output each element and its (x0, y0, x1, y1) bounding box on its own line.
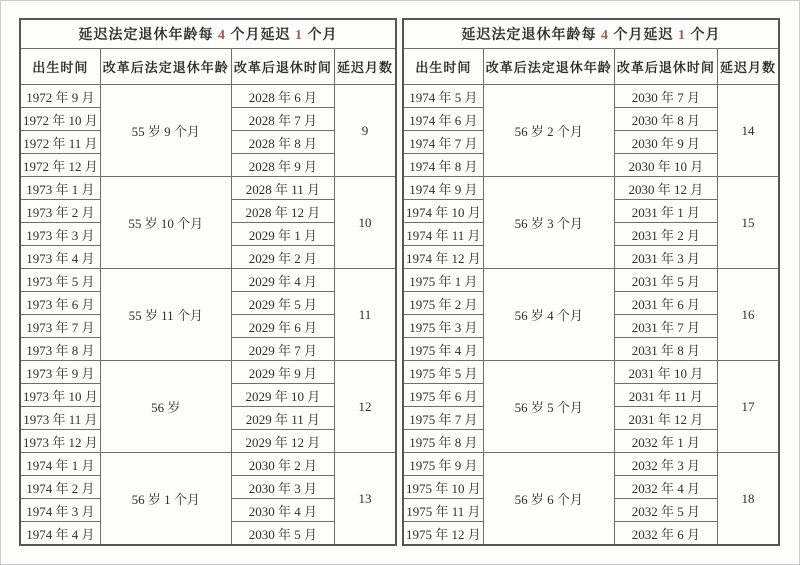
retirement-age-cell: 56 岁 1 个月 (100, 453, 231, 546)
col-header-birth: 出生时间 (403, 49, 483, 85)
col-header-age: 改革后法定退休年龄 (100, 49, 231, 85)
birth-month-cell: 1974 年 4 月 (20, 522, 100, 546)
retire-month-cell: 2029 年 9 月 (231, 361, 334, 384)
retire-month-cell: 2029 年 12 月 (231, 430, 334, 453)
retirement-age-cell: 56 岁 5 个月 (483, 361, 614, 453)
retire-month-cell: 2032 年 3 月 (614, 453, 717, 476)
birth-month-cell: 1974 年 7 月 (403, 131, 483, 154)
title-text: 延迟法定退休年龄每 (461, 28, 601, 43)
delay-months-cell: 17 (717, 361, 779, 453)
table-title-row (20, 19, 396, 49)
birth-month-cell: 1975 年 1 月 (403, 269, 483, 292)
table-title (20, 19, 396, 49)
title-number: 1 (678, 28, 686, 43)
birth-month-cell: 1975 年 11 月 (403, 499, 483, 522)
retirement-age-cell: 56 岁 3 个月 (483, 177, 614, 269)
delay-months-cell: 18 (717, 453, 779, 546)
retire-month-cell: 2028 年 8 月 (231, 131, 334, 154)
col-header-retire: 改革后退休时间 (614, 49, 717, 85)
birth-month-cell: 1972 年 9 月 (20, 85, 100, 108)
birth-month-cell: 1975 年 12 月 (403, 522, 483, 546)
col-header-age: 改革后法定退休年龄 (483, 49, 614, 85)
birth-month-cell: 1973 年 4 月 (20, 246, 100, 269)
birth-month-cell: 1974 年 1 月 (20, 453, 100, 476)
retirement-age-cell: 55 岁 9 个月 (100, 85, 231, 177)
table-row (20, 177, 396, 200)
retire-month-cell: 2031 年 11 月 (614, 384, 717, 407)
retirement-age-cell: 56 岁 2 个月 (483, 85, 614, 177)
retirement-table-left (19, 18, 397, 546)
retire-month-cell: 2031 年 8 月 (614, 338, 717, 361)
col-header-birth: 出生时间 (20, 49, 100, 85)
delay-months-cell: 12 (334, 361, 396, 453)
retire-month-cell: 2028 年 9 月 (231, 154, 334, 177)
birth-month-cell: 1974 年 5 月 (403, 85, 483, 108)
retirement-age-cell: 56 岁 4 个月 (483, 269, 614, 361)
retire-month-cell: 2029 年 2 月 (231, 246, 334, 269)
birth-month-cell: 1973 年 12 月 (20, 430, 100, 453)
table-row (20, 361, 396, 384)
birth-month-cell: 1972 年 11 月 (20, 131, 100, 154)
birth-month-cell: 1975 年 9 月 (403, 453, 483, 476)
title-text: 个月延迟 (609, 28, 678, 43)
retire-month-cell: 2030 年 2 月 (231, 453, 334, 476)
retire-month-cell: 2028 年 11 月 (231, 177, 334, 200)
birth-month-cell: 1972 年 12 月 (20, 154, 100, 177)
title-number: 4 (218, 28, 226, 43)
retire-month-cell: 2028 年 12 月 (231, 200, 334, 223)
birth-month-cell: 1973 年 3 月 (20, 223, 100, 246)
retire-month-cell: 2029 年 5 月 (231, 292, 334, 315)
retirement-age-cell: 56 岁 (100, 361, 231, 453)
birth-month-cell: 1972 年 10 月 (20, 108, 100, 131)
retirement-age-cell: 56 岁 6 个月 (483, 453, 614, 546)
birth-month-cell: 1974 年 12 月 (403, 246, 483, 269)
retire-month-cell: 2032 年 6 月 (614, 522, 717, 546)
retire-month-cell: 2031 年 10 月 (614, 361, 717, 384)
table-row (403, 361, 779, 384)
birth-month-cell: 1973 年 10 月 (20, 384, 100, 407)
col-header-retire: 改革后退休时间 (231, 49, 334, 85)
table-row (20, 85, 396, 108)
retire-month-cell: 2032 年 4 月 (614, 476, 717, 499)
birth-month-cell: 1974 年 8 月 (403, 154, 483, 177)
retire-month-cell: 2031 年 2 月 (614, 223, 717, 246)
title-number: 4 (601, 28, 609, 43)
birth-month-cell: 1973 年 6 月 (20, 292, 100, 315)
title-text: 延迟法定退休年龄每 (78, 28, 218, 43)
retire-month-cell: 2029 年 10 月 (231, 384, 334, 407)
birth-month-cell: 1975 年 8 月 (403, 430, 483, 453)
birth-month-cell: 1974 年 10 月 (403, 200, 483, 223)
birth-month-cell: 1973 年 9 月 (20, 361, 100, 384)
tables-container (1, 1, 799, 546)
retirement-age-cell: 55 岁 11 个月 (100, 269, 231, 361)
retire-month-cell: 2028 年 7 月 (231, 108, 334, 131)
retire-month-cell: 2029 年 6 月 (231, 315, 334, 338)
table-row (403, 177, 779, 200)
retire-month-cell: 2031 年 5 月 (614, 269, 717, 292)
retire-month-cell: 2030 年 9 月 (614, 131, 717, 154)
birth-month-cell: 1973 年 8 月 (20, 338, 100, 361)
delay-months-cell: 16 (717, 269, 779, 361)
title-text: 个月延迟 (226, 28, 295, 43)
delay-months-cell: 11 (334, 269, 396, 361)
birth-month-cell: 1975 年 5 月 (403, 361, 483, 384)
retire-month-cell: 2031 年 6 月 (614, 292, 717, 315)
column-header-row (20, 49, 396, 85)
retire-month-cell: 2029 年 7 月 (231, 338, 334, 361)
birth-month-cell: 1973 年 11 月 (20, 407, 100, 430)
delay-months-cell: 15 (717, 177, 779, 269)
delay-months-cell: 9 (334, 85, 396, 177)
title-text: 个月 (303, 28, 338, 43)
table-row (403, 453, 779, 476)
retire-month-cell: 2032 年 1 月 (614, 430, 717, 453)
birth-month-cell: 1975 年 4 月 (403, 338, 483, 361)
retire-month-cell: 2030 年 4 月 (231, 499, 334, 522)
birth-month-cell: 1975 年 6 月 (403, 384, 483, 407)
retire-month-cell: 2032 年 5 月 (614, 499, 717, 522)
retire-month-cell: 2030 年 8 月 (614, 108, 717, 131)
delay-months-cell: 14 (717, 85, 779, 177)
birth-month-cell: 1973 年 5 月 (20, 269, 100, 292)
column-header-row (403, 49, 779, 85)
birth-month-cell: 1973 年 2 月 (20, 200, 100, 223)
birth-month-cell: 1974 年 2 月 (20, 476, 100, 499)
title-number: 1 (295, 28, 303, 43)
retire-month-cell: 2030 年 12 月 (614, 177, 717, 200)
col-header-delay: 延迟月数 (717, 49, 779, 85)
birth-month-cell: 1975 年 3 月 (403, 315, 483, 338)
retirement-age-cell: 55 岁 10 个月 (100, 177, 231, 269)
col-header-delay: 延迟月数 (334, 49, 396, 85)
table-row (20, 453, 396, 476)
retire-month-cell: 2028 年 6 月 (231, 85, 334, 108)
birth-month-cell: 1974 年 11 月 (403, 223, 483, 246)
table-row (403, 269, 779, 292)
retire-month-cell: 2031 年 12 月 (614, 407, 717, 430)
title-text: 个月 (686, 28, 721, 43)
retire-month-cell: 2031 年 1 月 (614, 200, 717, 223)
table-title (403, 19, 779, 49)
delay-months-cell: 10 (334, 177, 396, 269)
table-row (403, 85, 779, 108)
retirement-table-right (402, 18, 780, 546)
retire-month-cell: 2030 年 5 月 (231, 522, 334, 546)
birth-month-cell: 1974 年 3 月 (20, 499, 100, 522)
birth-month-cell: 1975 年 10 月 (403, 476, 483, 499)
birth-month-cell: 1974 年 9 月 (403, 177, 483, 200)
birth-month-cell: 1973 年 1 月 (20, 177, 100, 200)
retire-month-cell: 2030 年 3 月 (231, 476, 334, 499)
birth-month-cell: 1975 年 7 月 (403, 407, 483, 430)
retire-month-cell: 2029 年 1 月 (231, 223, 334, 246)
retire-month-cell: 2029 年 4 月 (231, 269, 334, 292)
birth-month-cell: 1974 年 6 月 (403, 108, 483, 131)
delay-months-cell: 13 (334, 453, 396, 546)
table-title-row (403, 19, 779, 49)
retire-month-cell: 2030 年 10 月 (614, 154, 717, 177)
retire-month-cell: 2031 年 7 月 (614, 315, 717, 338)
retire-month-cell: 2029 年 11 月 (231, 407, 334, 430)
birth-month-cell: 1975 年 2 月 (403, 292, 483, 315)
retire-month-cell: 2030 年 7 月 (614, 85, 717, 108)
retire-month-cell: 2031 年 3 月 (614, 246, 717, 269)
table-row (20, 269, 396, 292)
birth-month-cell: 1973 年 7 月 (20, 315, 100, 338)
